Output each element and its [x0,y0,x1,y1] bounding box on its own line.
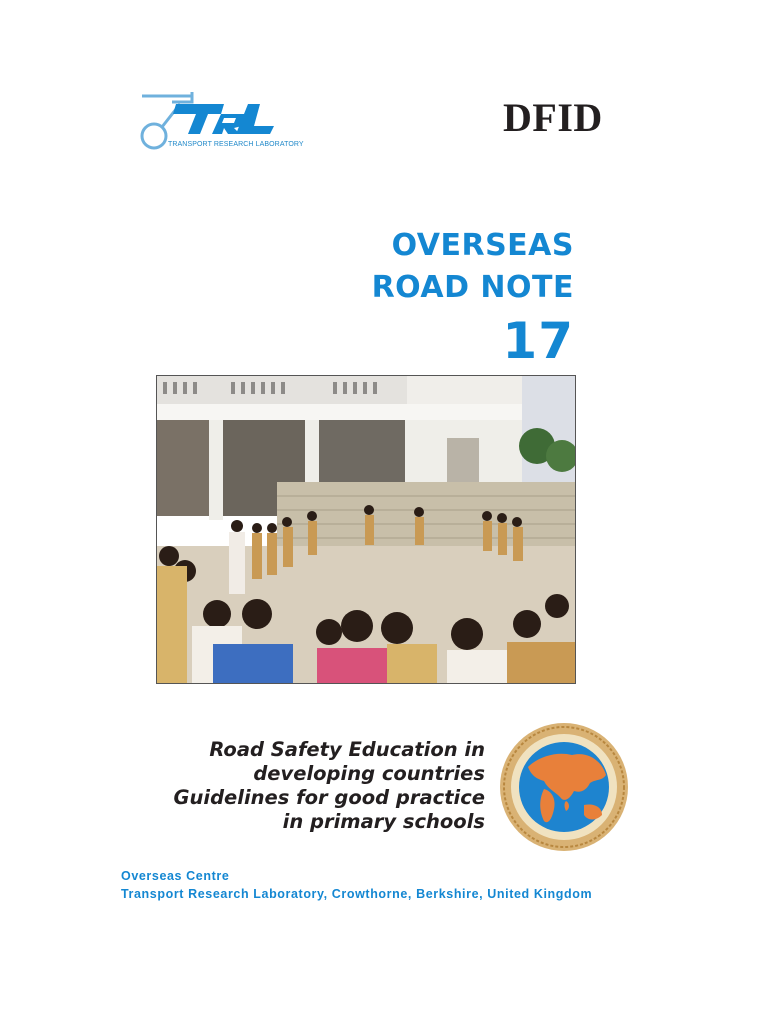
title-overseas: OVERSEAS [391,228,574,263]
road-note-number: 17 [502,312,574,370]
subtitle-line: in primary schools [282,810,485,833]
subtitle-line: developing countries [253,762,485,785]
footer-centre: Overseas Centre [121,869,230,883]
subtitle-line: Guidelines for good practice [173,786,485,809]
trl-full-name: TRANSPORT RESEARCH LABORATORY [168,141,304,148]
schoolyard-photo [156,375,576,684]
title-road-note: ROAD NOTE [371,270,574,305]
trl-wrench-icon [142,92,192,148]
trl-wordmark [173,104,274,134]
subtitle-line: Road Safety Education in [209,738,485,761]
document-subtitle [174,738,486,834]
dfid-logo: DFID [503,95,603,140]
globe-emblem-icon [498,721,630,853]
footer-address: Transport Research Laboratory, Crowthorne, Berkshire, United Kingdom [121,887,593,901]
